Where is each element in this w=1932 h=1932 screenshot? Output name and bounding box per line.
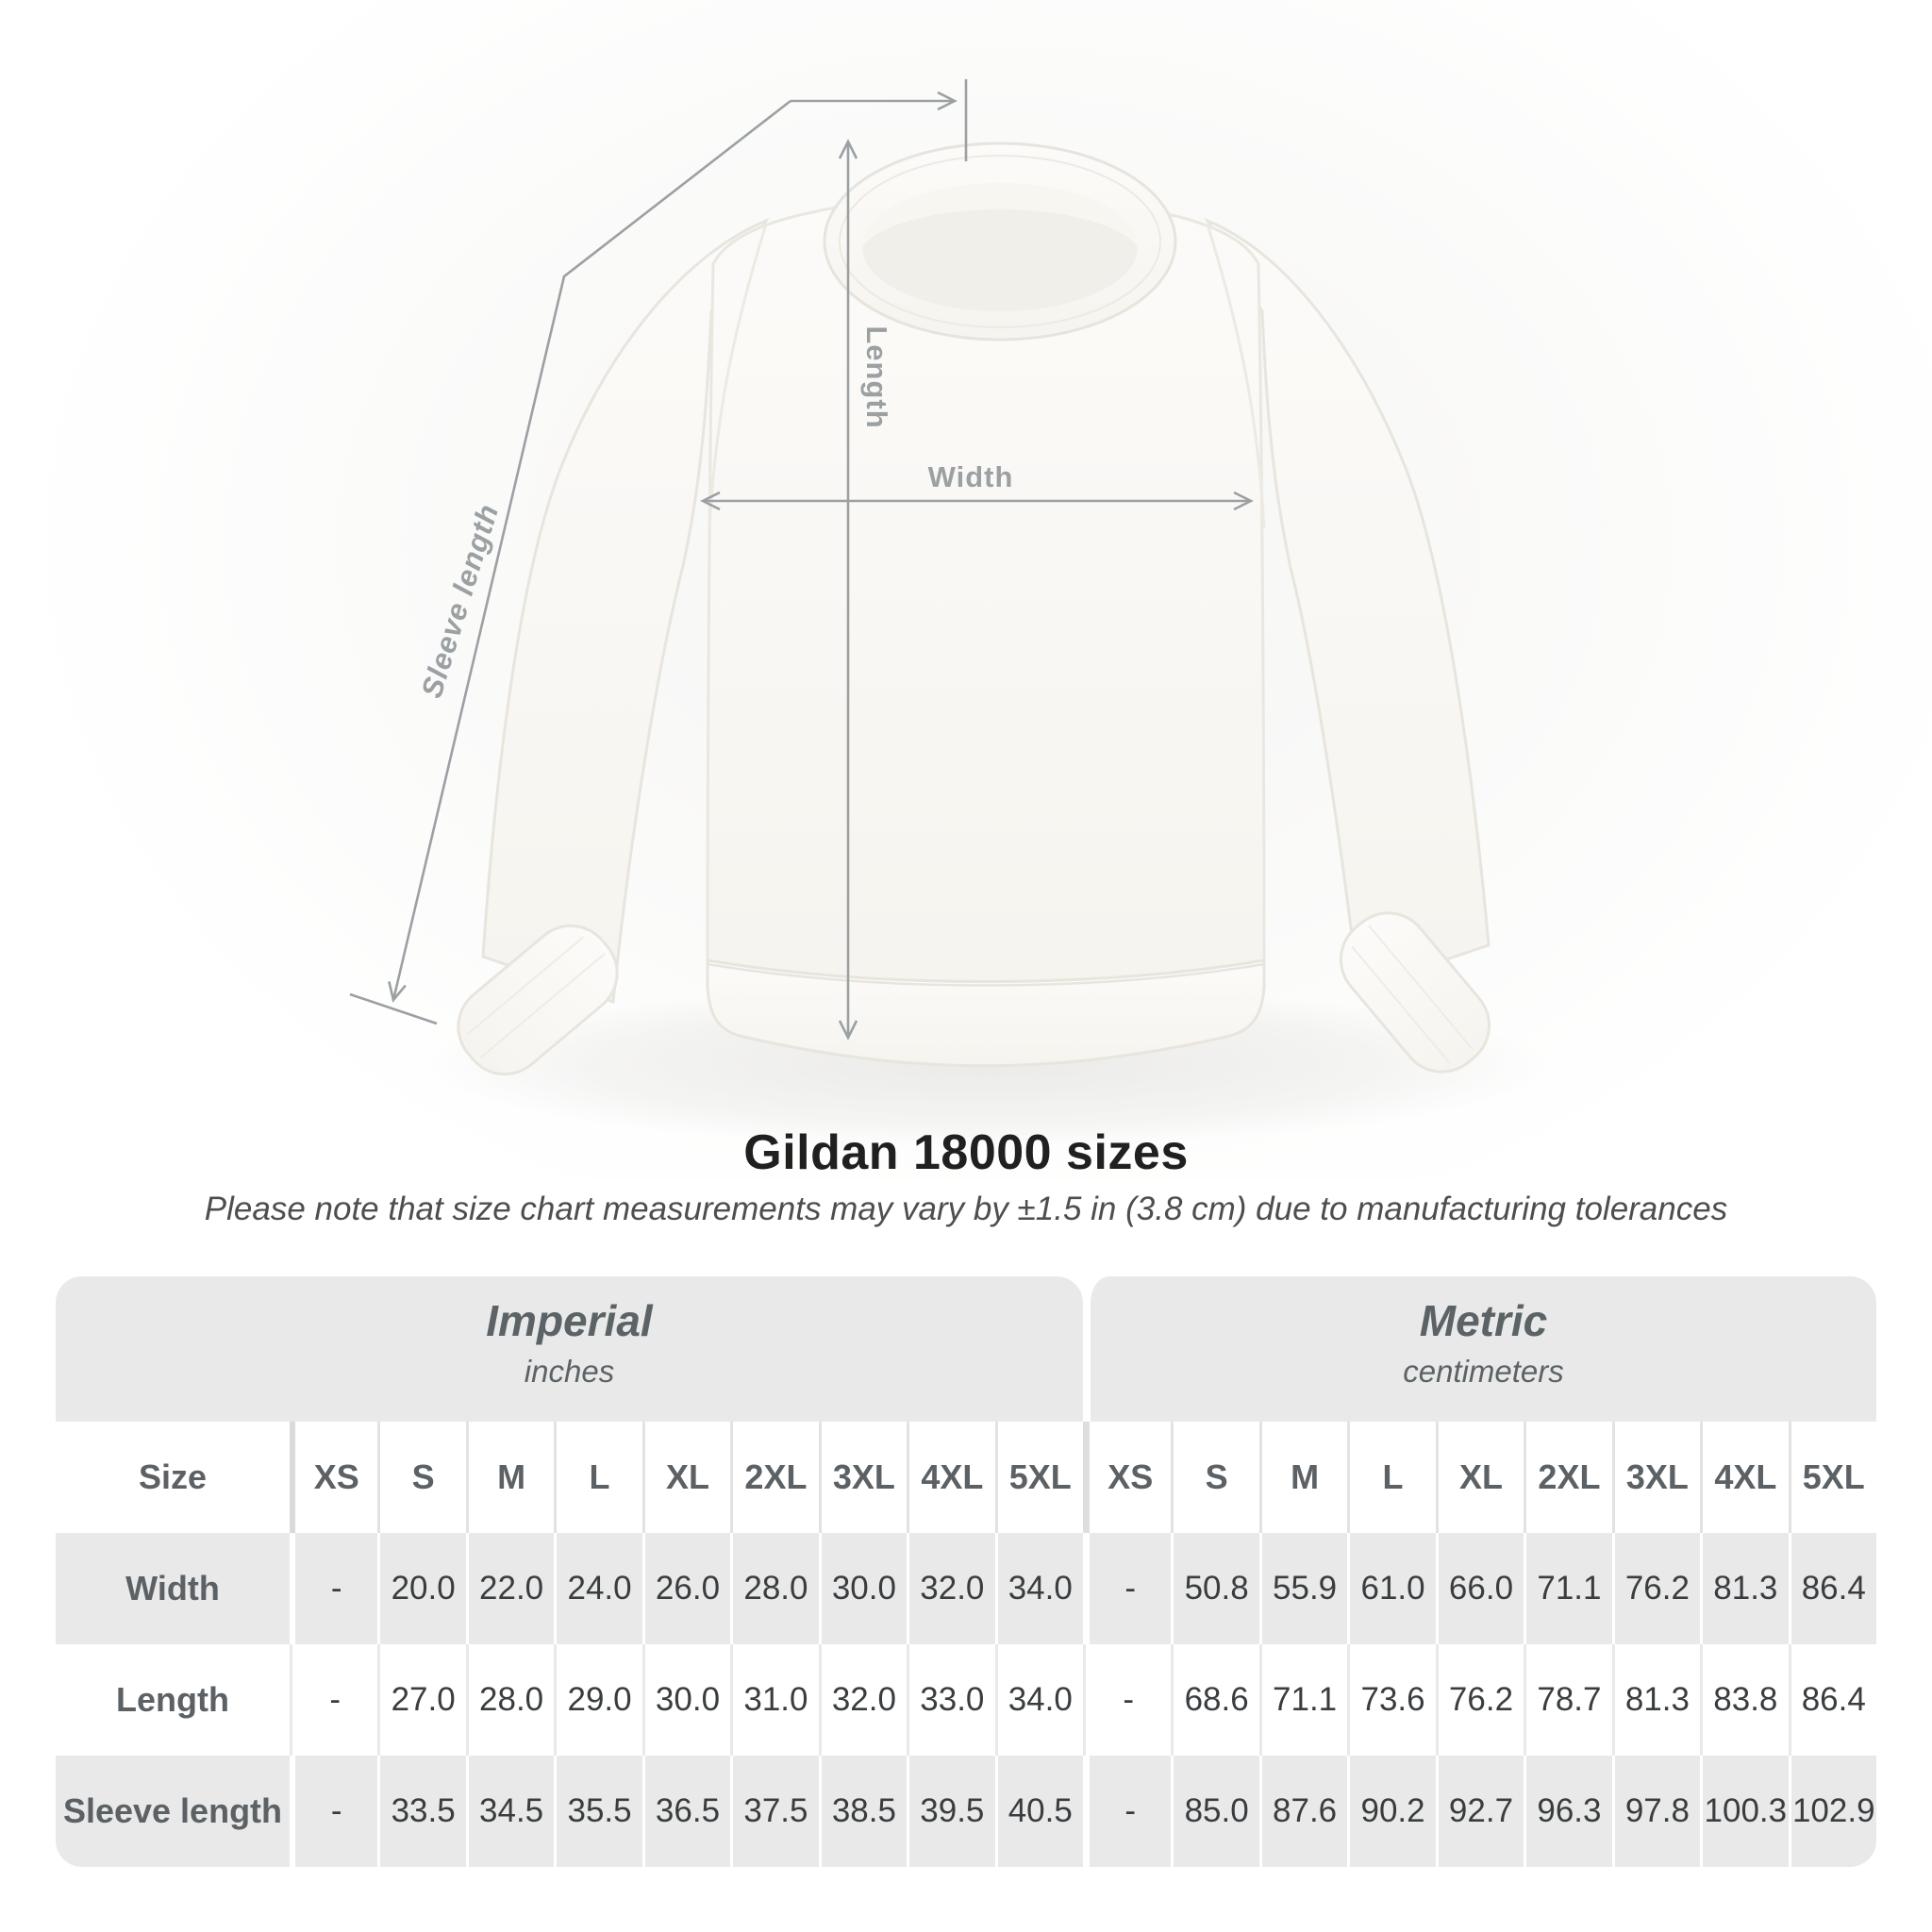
value-cell: 30.0 — [642, 1644, 730, 1756]
size-col-header: XS — [290, 1422, 377, 1533]
length-diagram-label: Length — [860, 325, 893, 429]
value-cell: 26.0 — [642, 1533, 730, 1644]
value-cell: 100.3 — [1700, 1756, 1788, 1867]
value-cell: 34.0 — [995, 1644, 1083, 1756]
value-cell: 66.0 — [1436, 1533, 1524, 1644]
value-cell: 96.3 — [1524, 1756, 1611, 1867]
value-cell: 81.3 — [1612, 1644, 1700, 1756]
tolerance-note: Please note that size chart measurements may vary by ±1.5 in (3.8 cm) due to manufacturing tolerances — [204, 1191, 1728, 1227]
value-cell: 27.0 — [377, 1644, 465, 1756]
size-col-header: L — [1347, 1422, 1435, 1533]
value-cell: 37.5 — [730, 1756, 818, 1867]
size-header-cell: Size — [138, 1457, 208, 1496]
size-col-header: 2XL — [730, 1422, 818, 1533]
value-cell: - — [1083, 1644, 1171, 1756]
metric-panel — [1083, 1276, 1876, 1422]
value-cell: 30.0 — [819, 1533, 907, 1644]
size-col-header: 4XL — [907, 1422, 994, 1533]
value-cell: 55.9 — [1259, 1533, 1347, 1644]
sweatshirt-graphic — [420, 143, 1552, 1146]
value-cell: 35.5 — [554, 1756, 641, 1867]
value-cell: 85.0 — [1171, 1756, 1258, 1867]
value-cell: - — [290, 1756, 377, 1867]
row-label-cell: Sleeve length — [62, 1791, 283, 1830]
size-header-row — [56, 1422, 1876, 1533]
value-cell: 39.5 — [907, 1756, 994, 1867]
value-cell: 97.8 — [1612, 1756, 1700, 1867]
metric-sublabel: centimeters — [1403, 1354, 1564, 1389]
value-cell: 78.7 — [1524, 1644, 1611, 1756]
value-cell: 29.0 — [554, 1644, 641, 1756]
value-cell: 90.2 — [1347, 1756, 1435, 1867]
metric-label: Metric — [1419, 1296, 1548, 1345]
value-cell: 34.0 — [995, 1533, 1083, 1644]
value-cell: 71.1 — [1524, 1533, 1611, 1644]
value-cell: 102.9 — [1789, 1756, 1876, 1867]
size-col-header: 5XL — [995, 1422, 1083, 1533]
value-cell: 86.4 — [1789, 1644, 1876, 1756]
value-cell: 32.0 — [907, 1533, 994, 1644]
value-cell: 81.3 — [1700, 1533, 1788, 1644]
size-col-header: 3XL — [1612, 1422, 1700, 1533]
imperial-label: Imperial — [486, 1296, 653, 1345]
value-cell: 83.8 — [1700, 1644, 1788, 1756]
size-col-header: S — [1171, 1422, 1258, 1533]
imperial-panel — [56, 1276, 1083, 1422]
width-diagram-label: Width — [927, 460, 1014, 493]
value-cell: - — [1083, 1756, 1171, 1867]
value-cell: 68.6 — [1171, 1644, 1258, 1756]
value-cell: - — [290, 1644, 377, 1756]
size-col-header: XL — [642, 1422, 730, 1533]
unit-group-band — [56, 1276, 1876, 1422]
size-table — [56, 1276, 1876, 1867]
value-cell: 76.2 — [1612, 1533, 1700, 1644]
value-cell: - — [290, 1533, 377, 1644]
value-cell: 28.0 — [730, 1533, 818, 1644]
value-cell: 28.0 — [466, 1644, 554, 1756]
value-cell: - — [1083, 1533, 1171, 1644]
value-cell: 73.6 — [1347, 1644, 1435, 1756]
value-cell: 61.0 — [1347, 1533, 1435, 1644]
row-label-cell: Width — [125, 1569, 220, 1607]
value-cell: 31.0 — [730, 1644, 818, 1756]
page-title: Gildan 18000 sizes — [743, 1125, 1189, 1180]
table-row-sleeve-length — [56, 1756, 1876, 1867]
value-cell: 76.2 — [1436, 1644, 1524, 1756]
value-cell: 34.5 — [466, 1756, 554, 1867]
imperial-sublabel: inches — [524, 1354, 615, 1389]
value-cell: 36.5 — [642, 1756, 730, 1867]
value-cell: 22.0 — [466, 1533, 554, 1644]
size-col-header: S — [377, 1422, 465, 1533]
value-cell: 38.5 — [819, 1756, 907, 1867]
size-col-header: XS — [1083, 1422, 1171, 1533]
table-row-width — [56, 1533, 1876, 1644]
value-cell: 71.1 — [1259, 1644, 1347, 1756]
size-col-header: M — [1259, 1422, 1347, 1533]
value-cell: 40.5 — [995, 1756, 1083, 1867]
value-cell: 50.8 — [1171, 1533, 1258, 1644]
size-col-header: M — [466, 1422, 554, 1533]
table-row-length — [56, 1644, 1876, 1756]
size-col-header: 5XL — [1789, 1422, 1876, 1533]
value-cell: 24.0 — [554, 1533, 641, 1644]
size-col-header: XL — [1436, 1422, 1524, 1533]
value-cell: 86.4 — [1789, 1533, 1876, 1644]
value-cell: 33.0 — [907, 1644, 994, 1756]
size-col-header: 3XL — [819, 1422, 907, 1533]
value-cell: 20.0 — [377, 1533, 465, 1644]
size-col-header: 2XL — [1524, 1422, 1611, 1533]
value-cell: 87.6 — [1259, 1756, 1347, 1867]
value-cell: 33.5 — [377, 1756, 465, 1867]
sleeve-length-diagram-label: Sleeve length — [414, 499, 506, 702]
size-col-header: 4XL — [1700, 1422, 1788, 1533]
size-col-header: L — [554, 1422, 641, 1533]
value-cell: 32.0 — [819, 1644, 907, 1756]
row-label-cell: Length — [116, 1680, 229, 1719]
value-cell: 92.7 — [1436, 1756, 1524, 1867]
